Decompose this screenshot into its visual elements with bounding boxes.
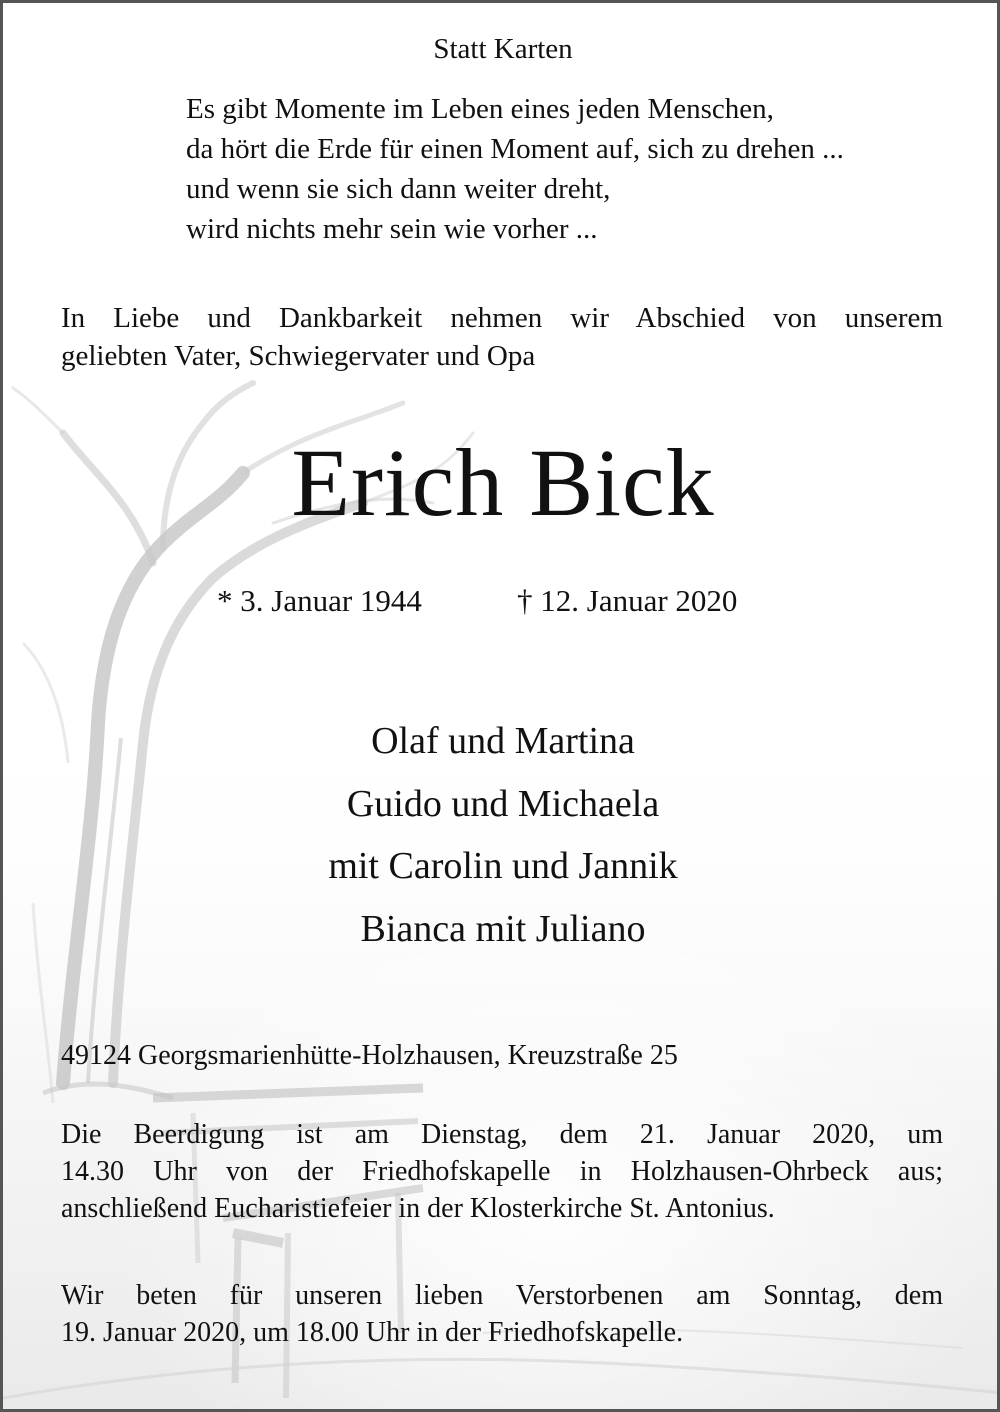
family-members xyxy=(3,710,1000,960)
family-address: 49124 Georgsmarienhütte-Holzhausen, Kreuzstraße 25 xyxy=(61,1040,678,1071)
death-date: † 12. Januar 2020 xyxy=(517,583,738,618)
prayer-line: 19. Januar 2020, um 18.00 Uhr in der Friedhofskapelle. xyxy=(61,1317,684,1348)
burial-info xyxy=(61,1116,943,1227)
poem-line: da hört die Erde für einen Moment auf, sich zu drehen ... xyxy=(186,133,844,165)
family-line: Guido und Michaela xyxy=(346,782,660,825)
life-dates xyxy=(217,583,738,619)
family-line: Bianca mit Juliano xyxy=(360,907,646,950)
prayer-line: Wir beten für unseren lieben Verstorbenen am Sonntag, dem xyxy=(61,1280,943,1311)
family-line: mit Carolin und Jannik xyxy=(328,845,678,887)
poem-line: Es gibt Momente im Leben eines jeden Menschen, xyxy=(186,93,774,125)
deceased-name: Erich Bick xyxy=(291,429,715,536)
notice-header: Statt Karten xyxy=(433,33,573,65)
burial-line: Die Beerdigung ist am Dienstag, dem 21. Januar 2020, um xyxy=(61,1119,943,1150)
birth-date: * 3. Januar 1944 xyxy=(217,583,422,618)
family-line: Olaf und Martina xyxy=(371,720,635,762)
poem-line: und wenn sie sich dann weiter dreht, xyxy=(186,173,611,205)
burial-line: 14.30 Uhr von der Friedhofskapelle in Holzhausen-Ohrbeck aus; xyxy=(61,1156,943,1187)
intro-line: geliebten Vater, Schwiegervater und Opa xyxy=(61,340,536,372)
intro-text xyxy=(61,299,943,375)
intro-line: In Liebe und Dankbarkeit nehmen wir Abschied von unserem xyxy=(61,302,943,334)
burial-line: anschließend Eucharistiefeier in der Klosterkirche St. Antonius. xyxy=(61,1193,775,1224)
poem-line: wird nichts mehr sein wie vorher ... xyxy=(186,213,598,245)
poem xyxy=(186,89,844,249)
prayer-info xyxy=(61,1277,943,1351)
